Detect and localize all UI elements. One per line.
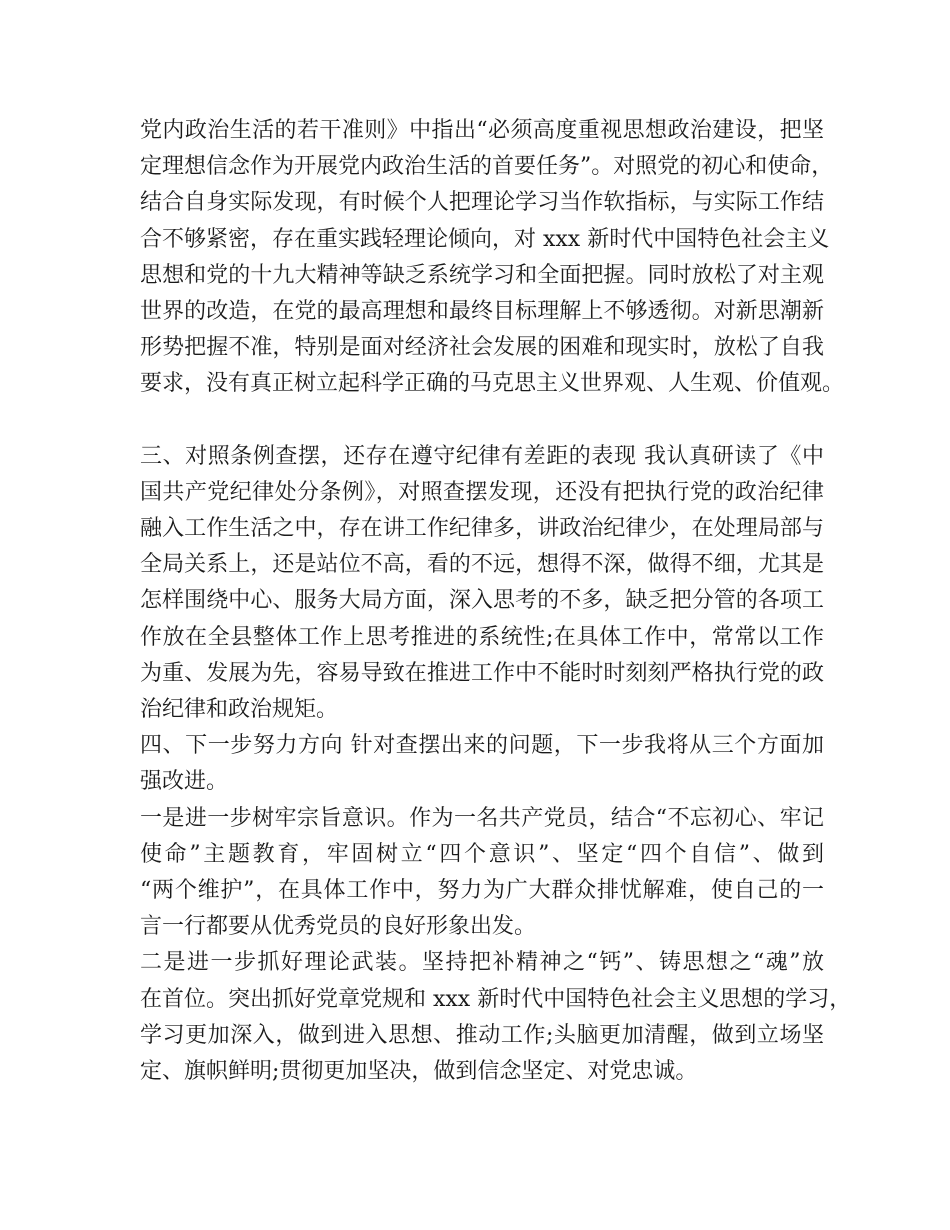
document-body: [140, 113, 852, 1090]
text-line: 要求，没有真正树立起科学正确的马克思主义世界观、人生观、价值观。: [140, 371, 845, 397]
text-line: 使命”主题教育，牢固树立“四个意识”、坚定“四个自信”、做到: [140, 841, 824, 867]
text-line: 在首位。突出抓好党章党规和 xxx 新时代中国特色社会主义思想的学习，: [140, 986, 852, 1012]
text-line: “两个维护”，在具体工作中，努力为广大群众排忧解难，使自己的一: [140, 877, 824, 903]
text-line: 形势把握不准，特别是面对经济社会发展的困难和现实时，放松了自我: [140, 335, 824, 361]
text-line: 学习更加深入，做到进入思想、推动工作;头脑更加清醒，做到立场坚: [140, 1022, 824, 1048]
text-line: 强改进。: [140, 769, 229, 795]
text-line: 思想和党的十九大精神等缺乏系统学习和全面把握。同时放松了对主观: [140, 262, 824, 288]
text-line: 治纪律和政治规矩。: [140, 697, 339, 722]
paragraph: [140, 801, 824, 946]
text-line: 定、旗帜鲜明;贯彻更加坚决，做到信念坚定、对党忠诚。: [140, 1058, 698, 1084]
text-line: 作放在全县整体工作上思考推进的系统性;在具体工作中，常常以工作: [140, 624, 824, 650]
text-line: 怎样围绕中心、服务大局方面，深入思考的不多，缺乏把分管的各项工: [140, 588, 824, 614]
paragraph: [140, 945, 852, 1090]
text-line: 党内政治生活的若干准则》中指出“必须高度重视思想政治建设，把坚: [140, 118, 824, 143]
text-line: 全局关系上，还是站位不高，看的不远，想得不深，做得不细，尤其是: [140, 552, 824, 578]
text-line: 四、下一步努力方向 针对查摆出来的问题，下一步我将从三个方面加: [140, 733, 824, 759]
text-line: 定理想信念作为开展党内政治生活的首要任务”。对照党的初心和使命，: [140, 154, 834, 180]
text-line: 二是进一步抓好理论武装。坚持把补精神之“钙”、铸思想之“魂”放: [140, 950, 824, 976]
text-line: 融入工作生活之中，存在讲工作纪律多，讲政治纪律少，在处理局部与: [140, 516, 824, 542]
paragraph: [140, 113, 845, 403]
text-line: 言一行都要从优秀党员的良好形象出发。: [140, 914, 537, 940]
text-line: 三、对照条例查摆，还存在遵守纪律有差距的表现 我认真研读了《中: [140, 443, 824, 469]
text-line: 合不够紧密，存在重实践轻理论倾向，对 xxx 新时代中国特色社会主义: [140, 226, 830, 252]
paragraph: [140, 439, 824, 729]
paragraph-gap: [140, 403, 824, 439]
text-line: 一是进一步树牢宗旨意识。作为一名共产党员，结合“不忘初心、牢记: [140, 805, 824, 831]
text-line: 国共产党纪律处分条例》，对照查摆发现，还没有把执行党的政治纪律: [140, 479, 824, 505]
text-line: 结合自身实际发现，有时候个人把理论学习当作软指标，与实际工作结: [140, 190, 824, 216]
text-line: 为重、发展为先，容易导致在推进工作中不能时时刻刻严格执行党的政: [140, 660, 824, 686]
paragraph: [140, 728, 824, 800]
text-line: 世界的改造，在党的最高理想和最终目标理解上不够透彻。对新思潮新: [140, 298, 824, 324]
